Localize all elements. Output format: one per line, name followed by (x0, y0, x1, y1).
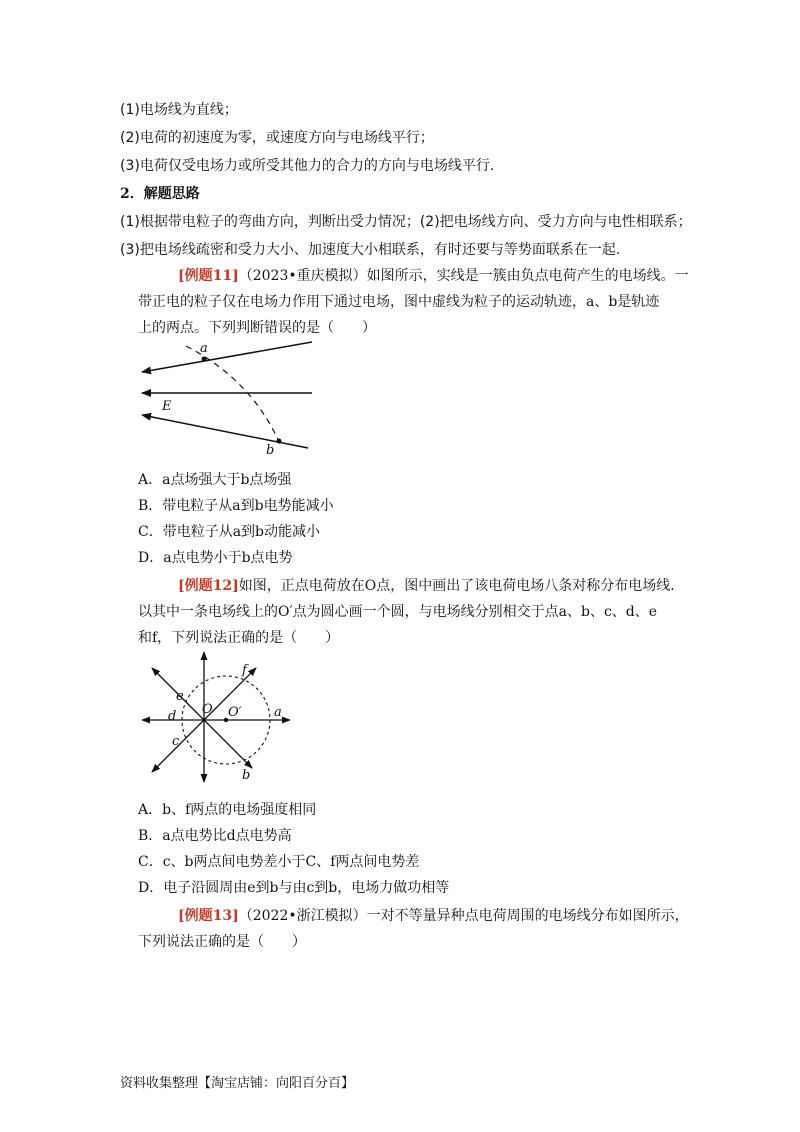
ex12-option-c: C．c、b两点间电势差小于C、f两点间电势差 (138, 854, 420, 870)
label-b: b (266, 443, 275, 458)
ex11-option-b: B．带电粒子从a到b电势能减小 (138, 498, 334, 514)
label-a: a (200, 341, 208, 356)
ex11-stem-line3: 上的两点。下列判断错误的是（ ） (138, 320, 376, 336)
ex12-option-a: A．b、f两点的电场强度相同 (138, 802, 317, 818)
label-f: f (242, 663, 247, 678)
ex11-stem-line1: [例题11]（2023•重庆模拟）如图所示，实线是一簇由负点电荷产生的电场线。一 (178, 268, 689, 284)
idea-2: (3)把电场线疏密和受力大小、加速度大小相联系，有时还要与等势面联系在一起. (120, 242, 621, 258)
page-footer: 资料收集整理【淘宝店铺：向阳百分百】 (120, 1076, 355, 1091)
label-E: E (162, 399, 172, 414)
ex13-tag: [例题13] (178, 908, 239, 924)
label-c: c (172, 734, 180, 749)
particle-trajectory (186, 346, 280, 444)
idea-1: (1)根据带电粒子的弯曲方向，判断出受力情况；(2)把电场线方向、受力方向与电性相联系； (120, 214, 692, 230)
ex11-option-d: D．a点电势小于b点电势 (138, 550, 293, 566)
label-O: O (202, 702, 213, 717)
ex13-stem-line2: 下列说法正确的是（ ） (138, 934, 306, 950)
ex12-option-d: D．电子沿圆周由e到b与由c到b，电场力做功相等 (138, 880, 450, 896)
label-e: e (176, 689, 184, 704)
ex12-figure (140, 650, 295, 785)
section-heading: 2．解题思路 (120, 186, 200, 202)
label-d: d (168, 709, 177, 724)
ex12-option-b: B．a点电势比d点电势高 (138, 828, 292, 844)
label-a: a (274, 705, 282, 720)
field-line-top (142, 342, 312, 372)
ex11-figure (130, 338, 320, 462)
label-O-prime: O′ (228, 705, 242, 720)
ex11-option-c: C．带电粒子从a到b动能减小 (138, 524, 321, 540)
ex11-stem-line2: 带正电的粒子仅在电场力作用下通过电场，图中虚线为粒子的运动轨迹，a、b是轨迹 (138, 294, 660, 310)
field-line-lower-right (204, 720, 252, 768)
condition-3: (3)电荷仅受电场力或所受其他力的合力的方向与电场线平行. (120, 158, 495, 174)
condition-2: (2)电荷的初速度为零，或速度方向与电场线平行； (120, 130, 434, 146)
ex11-tag: [例题11] (178, 268, 239, 284)
condition-1: (1)电场线为直线； (120, 102, 238, 118)
point-a (202, 357, 207, 362)
ex12-stem-line1: [例题12]如图，正点电荷放在O点，图中画出了该电荷电场八条对称分布电场线． (178, 578, 685, 594)
field-line-bottom (142, 415, 308, 448)
ex11-option-a: A．a点场强大于b点场强 (138, 472, 292, 488)
label-b: b (242, 768, 251, 783)
ex13-stem-line1: [例题13]（2022•浙江模拟）一对不等量异种点电荷周围的电场线分布如图所示， (178, 908, 689, 924)
point-b (277, 439, 282, 444)
ex12-stem-line3: 和f，下列说法正确的是（ ） (138, 630, 340, 646)
ex12-stem-line2: 以其中一条电场线上的O′点为圆心画一个圆，与电场线分别相交于点a、b、c、d、e (138, 604, 658, 620)
ex12-tag: [例题12] (178, 578, 239, 594)
